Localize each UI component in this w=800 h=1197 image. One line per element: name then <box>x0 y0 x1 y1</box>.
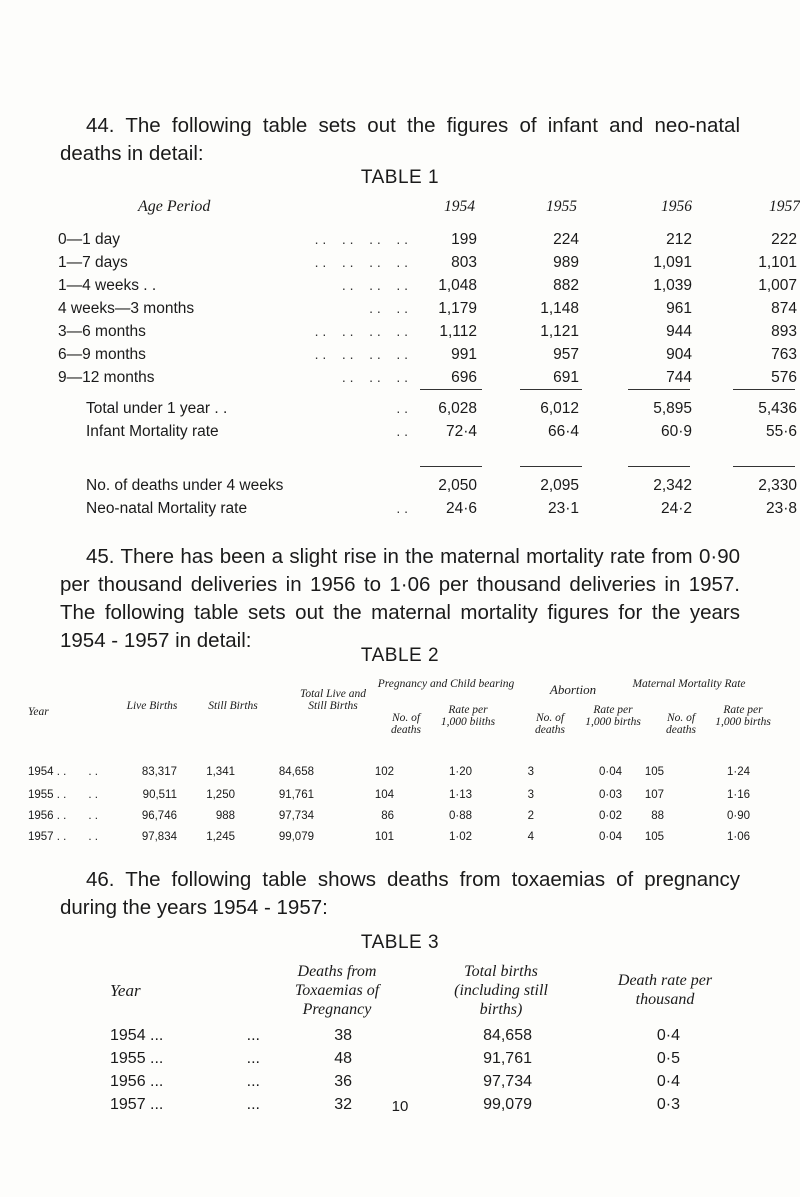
abortion-rate-header: Rate per 1,000 births <box>585 704 641 728</box>
paragraph-45 <box>60 543 740 655</box>
table-cell: 97,834 <box>141 831 177 843</box>
table-cell: 0·03 <box>598 789 622 801</box>
year-col-header: Year <box>110 981 141 1000</box>
row-label: 6—9 months <box>58 346 146 363</box>
leader-dots: ... <box>246 1073 260 1090</box>
row-label: 0—1 day <box>58 231 121 248</box>
leader-dots: . . <box>88 810 98 822</box>
table-cell: 86 <box>381 810 394 822</box>
table-cell: 1·20 <box>448 766 472 778</box>
pregnancy-group-header: Pregnancy and Child bearing <box>377 678 515 690</box>
maternal-group-header: Maternal Mortality Rate <box>632 678 746 690</box>
table-cell: 763 <box>771 346 797 363</box>
table-cell: 97,734 <box>278 810 314 822</box>
table-cell: 212 <box>666 231 692 248</box>
table-cell: 90,511 <box>142 789 177 801</box>
table-cell: 2,342 <box>653 477 692 494</box>
leader-dots: . . . . . . . . <box>314 231 408 247</box>
table-cell: 1,179 <box>438 300 477 317</box>
table-cell: 0·88 <box>448 810 472 822</box>
leader-dots: . . . . . . <box>341 277 408 293</box>
table-cell: 4 <box>527 831 534 843</box>
table-cell: 48 <box>334 1050 352 1067</box>
table-cell: 199 <box>451 231 477 248</box>
table-cell: 988 <box>215 810 235 822</box>
row-label: No. of deaths under 4 weeks <box>86 477 284 494</box>
table-cell: 24·2 <box>660 500 692 517</box>
table-cell: 36 <box>334 1073 352 1090</box>
table-cell: 99,079 <box>278 831 314 843</box>
paragraph-46 <box>60 866 740 922</box>
rule <box>520 389 582 390</box>
table-cell: 1,048 <box>438 277 477 294</box>
table-cell: 105 <box>644 831 664 843</box>
table-cell: 2,330 <box>758 477 797 494</box>
table-cell: 1,148 <box>540 300 579 317</box>
table-1-caption: TABLE 1 <box>360 167 440 188</box>
leader-dots: ... <box>246 1096 260 1113</box>
table-cell: 97,734 <box>483 1073 532 1090</box>
rule <box>733 389 795 390</box>
table-cell: 893 <box>771 323 797 340</box>
table-cell: 1,250 <box>206 789 235 801</box>
table-cell: 91,761 <box>278 789 314 801</box>
table-cell: 3 <box>527 789 534 801</box>
table-cell: 904 <box>666 346 692 363</box>
leader-dots: ... <box>246 1027 260 1044</box>
year-col-header: Year <box>28 706 49 718</box>
table-cell: 803 <box>451 254 477 271</box>
table-cell: 1·16 <box>726 789 750 801</box>
still-births-header: Still Births <box>208 700 258 712</box>
rule <box>520 466 582 467</box>
table-cell: 0·3 <box>656 1096 680 1113</box>
table-cell: 23·8 <box>765 500 797 517</box>
table-cell: 1,112 <box>439 323 477 340</box>
table-cell: 84,658 <box>278 766 314 778</box>
table-cell: 107 <box>644 789 664 801</box>
death-rate-header: Death rate per thousand <box>617 972 713 1008</box>
table-3-caption: TABLE 3 <box>360 932 440 953</box>
table-cell: 60·9 <box>660 423 692 440</box>
row-label: 1—7 days <box>58 254 128 271</box>
paragraph-number: 44. <box>86 114 115 137</box>
rule <box>420 389 482 390</box>
leader-dots: . . <box>396 400 408 416</box>
table-cell: 576 <box>771 369 797 386</box>
rule <box>628 389 690 390</box>
leader-dots: . . <box>88 766 98 778</box>
table-cell: 32 <box>334 1096 352 1113</box>
row-label: 3—6 months <box>58 323 146 340</box>
table-2-caption: TABLE 2 <box>360 645 440 666</box>
table-cell: 102 <box>374 766 394 778</box>
preg-deaths-header: No. of deaths <box>390 712 422 736</box>
row-label: Neo-natal Mortality rate <box>86 500 248 517</box>
year-header-1955: 1955 <box>546 198 577 215</box>
leader-dots: . . <box>88 831 98 843</box>
table-cell: 0·04 <box>598 766 622 778</box>
table-cell: 2,050 <box>438 477 477 494</box>
age-period-header: Age Period <box>138 198 211 215</box>
table-cell: 944 <box>666 323 692 340</box>
row-label: 1956 . . <box>28 810 67 822</box>
table-cell: 989 <box>553 254 579 271</box>
table-cell: 1·13 <box>448 789 472 801</box>
year-header-1957: 1957 <box>769 198 800 215</box>
leader-dots: . . <box>88 789 98 801</box>
table-cell: 105 <box>644 766 664 778</box>
table-cell: 88 <box>651 810 664 822</box>
maternal-rate-header: Rate per 1,000 births <box>715 704 771 728</box>
table-cell: 961 <box>666 300 692 317</box>
table-cell: 38 <box>334 1027 352 1044</box>
table-cell: 2 <box>527 810 534 822</box>
row-label: 4 weeks—3 months <box>58 300 195 317</box>
table-cell: 24·6 <box>445 500 477 517</box>
rule <box>733 466 795 467</box>
table-cell: 0·4 <box>656 1027 680 1044</box>
total-births-header: Total Live and Still Births <box>299 688 367 712</box>
table-cell: 5,436 <box>758 400 797 417</box>
paragraph-44 <box>60 112 740 168</box>
paragraph-text: The following table shows deaths from toxaemias of pregnancy during the years 1954 - 1957: <box>60 868 741 919</box>
table-cell: 72·4 <box>445 423 477 440</box>
year-header-1956: 1956 <box>661 198 692 215</box>
paragraph-number: 45. <box>86 545 115 568</box>
table-cell: 0·4 <box>656 1073 680 1090</box>
leader-dots: ... <box>246 1050 260 1067</box>
table-cell: 99,079 <box>483 1096 532 1113</box>
row-label: 1955 ... <box>110 1050 164 1067</box>
table-cell: 224 <box>553 231 579 248</box>
row-label: 1957 ... <box>110 1096 164 1113</box>
paragraph-text: There has been a slight rise in the maternal mortality rate from 0·90 per thousand deliveries in 1956 to 1·06 per thousand deliveries in 1957. The following table sets out the maternal mortality figures for the years 1954 - 1957 in detail: <box>60 545 740 652</box>
table-cell: 1·02 <box>448 831 472 843</box>
table-cell: 55·6 <box>765 423 797 440</box>
table-cell: 957 <box>553 346 579 363</box>
table-cell: 5,895 <box>653 400 692 417</box>
row-label: 9—12 months <box>58 369 155 386</box>
table-cell: 1,121 <box>540 323 579 340</box>
table-cell: 696 <box>451 369 477 386</box>
table-cell: 874 <box>771 300 797 317</box>
table-cell: 0·5 <box>656 1050 680 1067</box>
leader-dots: . . . . . . . . <box>314 346 408 362</box>
row-label: 1954 ... <box>110 1027 164 1044</box>
table-cell: 84,658 <box>483 1027 532 1044</box>
table-cell: 6,012 <box>540 400 579 417</box>
table-cell: 0·04 <box>598 831 622 843</box>
leader-dots: . . . . . . . . <box>314 323 408 339</box>
abortion-group-header: Abortion <box>549 682 597 697</box>
table-cell: 1,101 <box>758 254 797 271</box>
table-cell: 1·24 <box>726 766 750 778</box>
row-label: 1956 ... <box>110 1073 164 1090</box>
paragraph-text: The following table sets out the figures of infant and neo-natal deaths in detail: <box>60 114 740 165</box>
abortion-deaths-header: No. of deaths <box>534 712 566 736</box>
rule <box>628 466 690 467</box>
paragraph-number: 46. <box>86 868 115 891</box>
leader-dots: . . . . . . <box>341 369 408 385</box>
table-cell: 1·06 <box>726 831 750 843</box>
year-header-1954: 1954 <box>444 198 475 215</box>
row-label: 1955 . . <box>28 789 67 801</box>
table-cell: 3 <box>527 766 534 778</box>
row-label: 1954 . . <box>28 766 67 778</box>
table-cell: 83,317 <box>141 766 177 778</box>
deaths-toxaemias-header: Deaths from Toxaemias of Pregnancy <box>294 963 380 1018</box>
rule <box>420 466 482 467</box>
leader-dots: . . . . <box>369 300 408 316</box>
table-cell: 1,091 <box>653 254 692 271</box>
table-cell: 691 <box>553 369 579 386</box>
table-cell: 101 <box>374 831 394 843</box>
live-births-header: Live Births <box>126 700 178 712</box>
table-cell: 96,746 <box>141 810 177 822</box>
leader-dots: . . <box>396 500 408 516</box>
table-cell: 0·02 <box>598 810 622 822</box>
preg-rate-header: Rate per 1,000 biiths <box>440 704 496 728</box>
leader-dots: . . . . . . . . <box>314 254 408 270</box>
table-cell: 1,007 <box>758 277 797 294</box>
table-cell: 6,028 <box>438 400 477 417</box>
table-cell: 104 <box>374 789 394 801</box>
table-cell: 1,245 <box>206 831 235 843</box>
table-cell: 66·4 <box>547 423 579 440</box>
table-cell: 91,761 <box>483 1050 532 1067</box>
row-label: 1—4 weeks . . <box>58 277 157 294</box>
total-births-header: Total births (including still births) <box>454 963 548 1018</box>
table-cell: 222 <box>771 231 797 248</box>
table-cell: 23·1 <box>547 500 579 517</box>
table-cell: 882 <box>553 277 579 294</box>
row-label: 1957 . . <box>28 831 67 843</box>
row-label: Infant Mortality rate <box>86 423 219 440</box>
row-label: Total under 1 year . . <box>86 400 228 417</box>
table-cell: 0·90 <box>726 810 750 822</box>
page-number: 10 <box>391 1098 409 1115</box>
maternal-deaths-header: No. of deaths <box>665 712 697 736</box>
leader-dots: . . <box>396 423 408 439</box>
table-cell: 2,095 <box>540 477 579 494</box>
table-cell: 744 <box>666 369 692 386</box>
table-cell: 1,341 <box>206 766 235 778</box>
table-cell: 1,039 <box>653 277 692 294</box>
table-cell: 991 <box>451 346 477 363</box>
